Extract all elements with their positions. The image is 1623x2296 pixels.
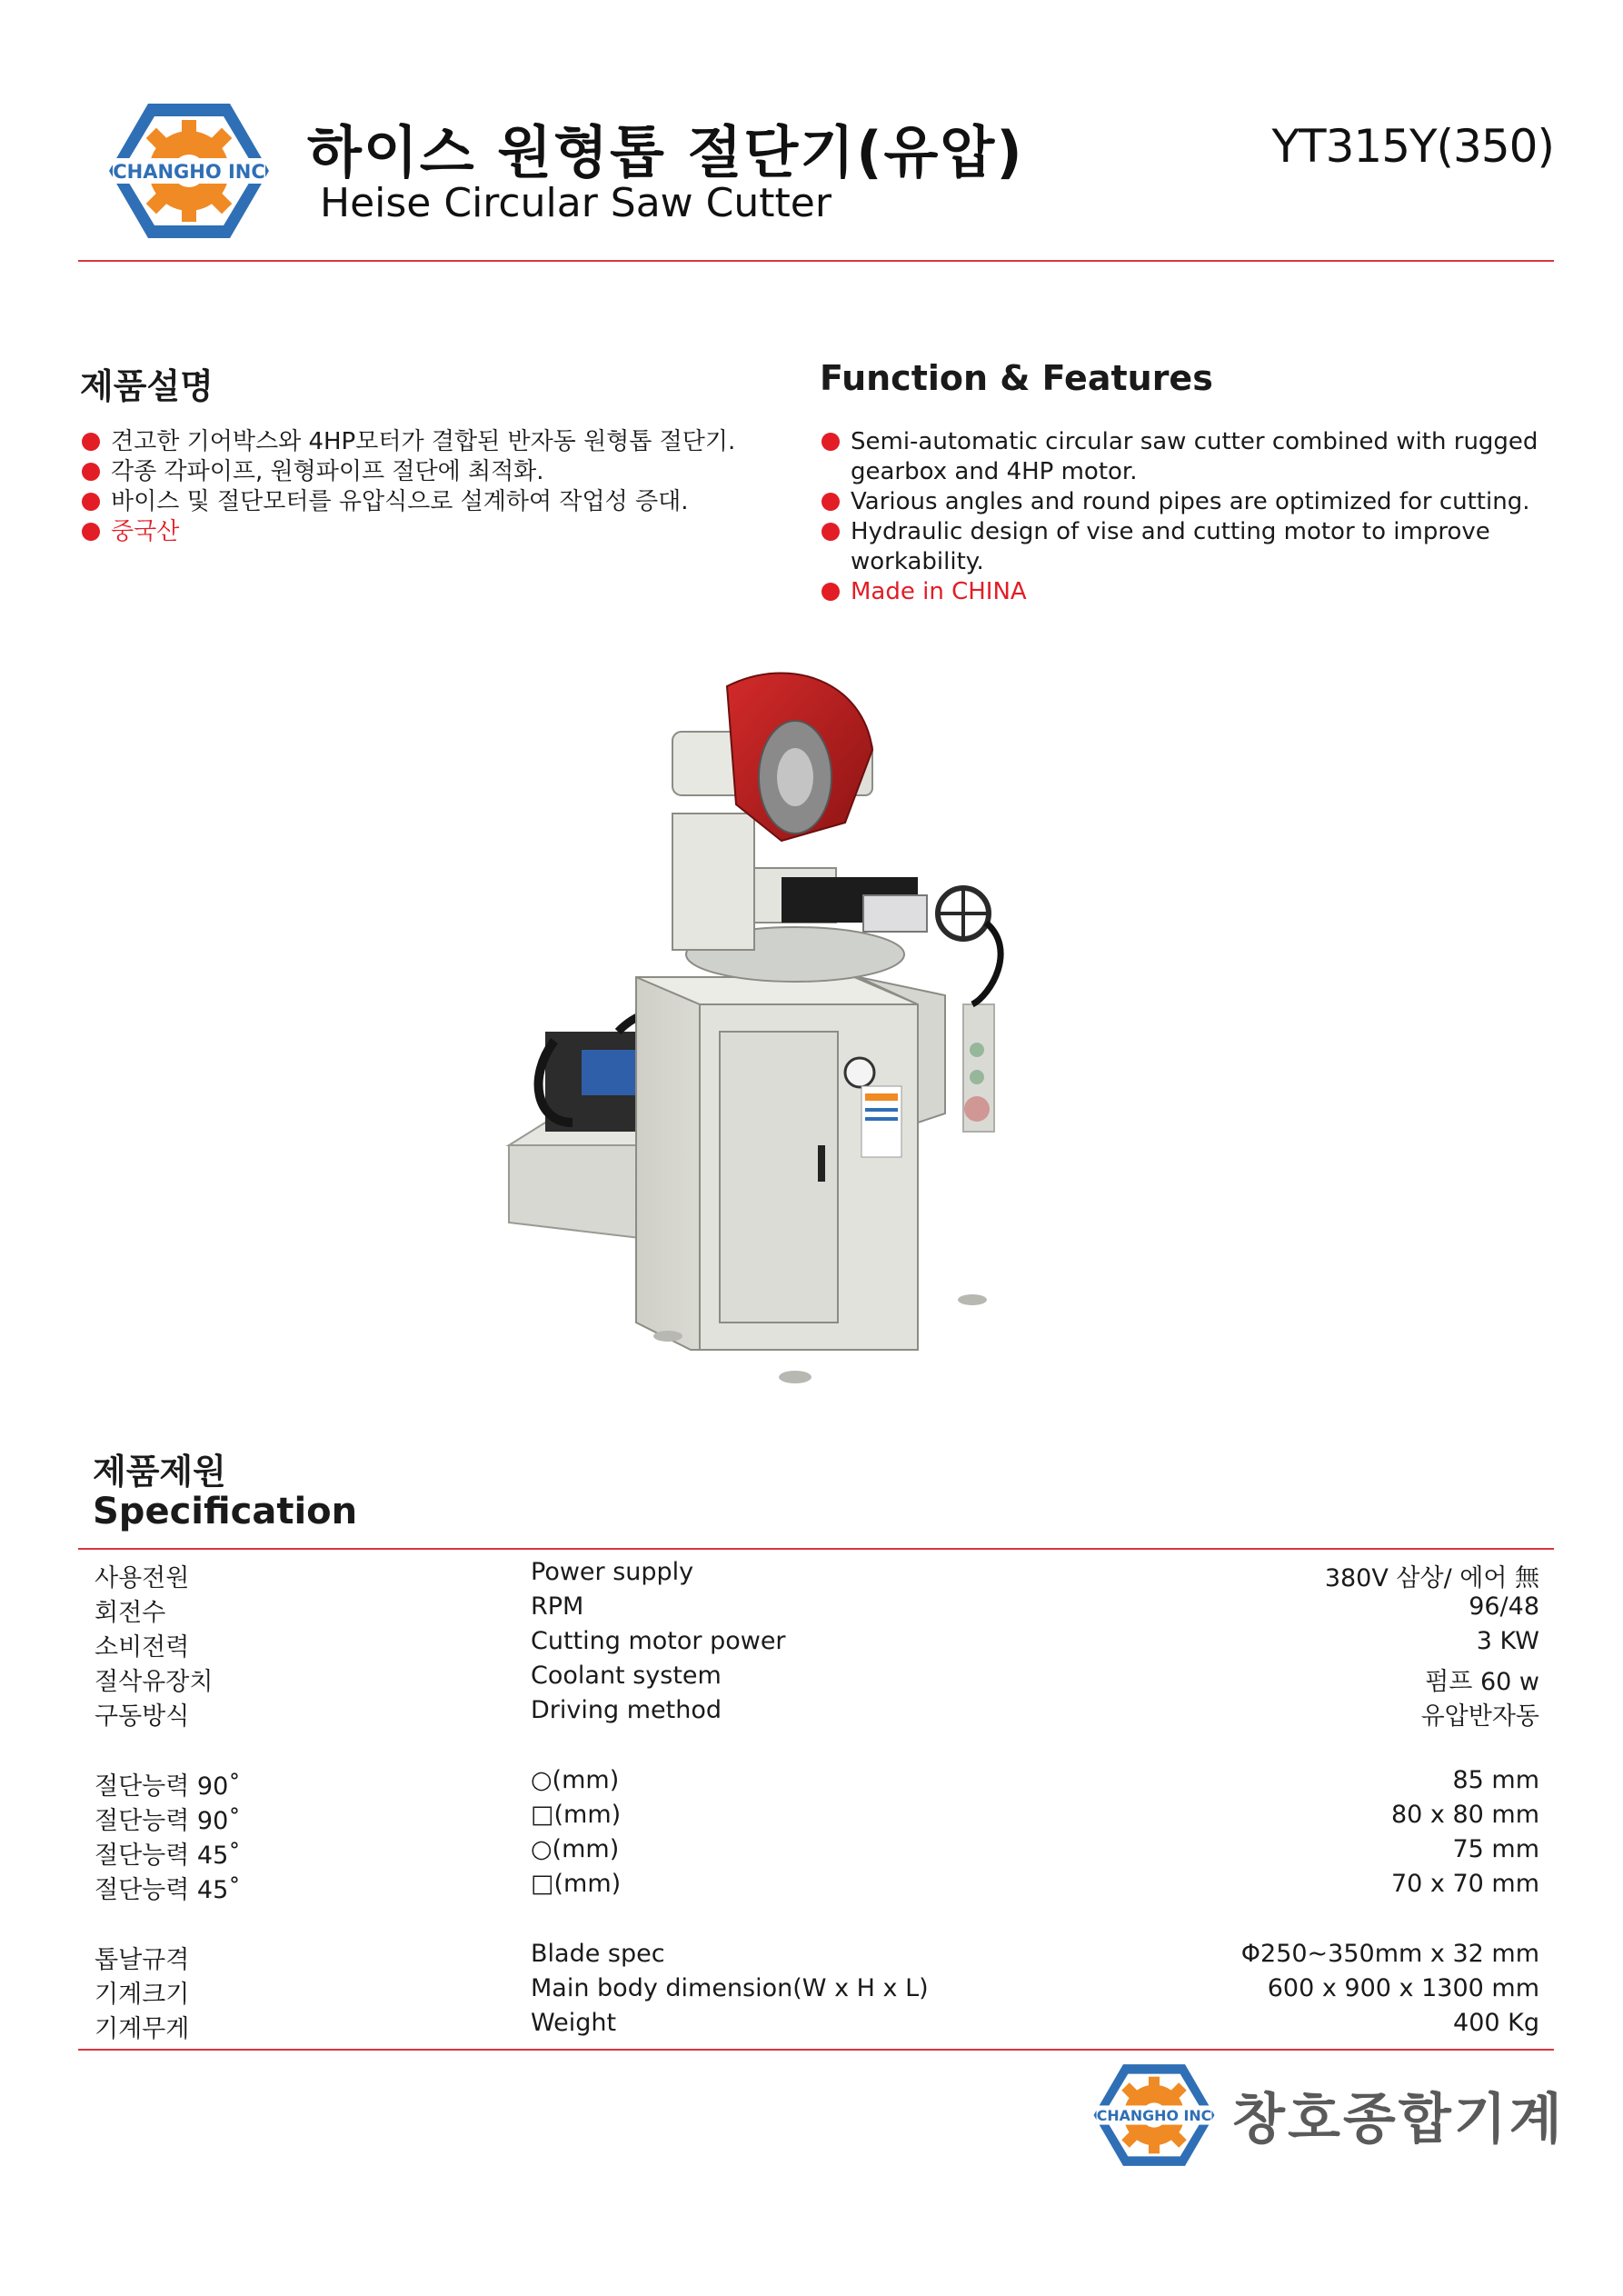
description-en-title: Function & Features bbox=[820, 358, 1213, 398]
spec-label-en: Main body dimension(W x H x L) bbox=[531, 1974, 929, 2002]
footer-logo-text: CHANGHO INC bbox=[1096, 2107, 1212, 2125]
bullet-icon bbox=[821, 493, 840, 511]
header-divider bbox=[78, 260, 1554, 262]
spec-top-divider bbox=[78, 1548, 1554, 1550]
spec-label-ko: 사용전원 bbox=[95, 1564, 190, 1592]
spec-value: 380V 삼상/ 에어 無 bbox=[1324, 1564, 1539, 1592]
spec-title-english: Specification bbox=[93, 1491, 358, 1532]
spec-value: 75 mm bbox=[1452, 1835, 1539, 1863]
spec-value: 3 KW bbox=[1476, 1627, 1539, 1655]
bullet-icon bbox=[82, 433, 100, 451]
spec-label-en: □(mm) bbox=[531, 1801, 622, 1829]
table-row bbox=[0, 1940, 1623, 1974]
list-item: Hydraulic design of vise and cutting motor to improve bbox=[820, 517, 1538, 547]
spec-label-ko: 절단능력 90˚ bbox=[95, 1772, 241, 1801]
table-row bbox=[0, 1835, 1623, 1870]
list-item-origin: Made in CHINA bbox=[820, 577, 1538, 607]
spec-label-en: RPM bbox=[531, 1592, 584, 1621]
spec-label-ko: 구동방식 bbox=[95, 1702, 190, 1731]
list-item: Semi-automatic circular saw cutter combined with rugged bbox=[820, 427, 1538, 457]
spec-value: 96/48 bbox=[1469, 1592, 1539, 1621]
table-row bbox=[0, 1801, 1623, 1835]
list-item-continued: gearbox and 4HP motor. bbox=[851, 458, 1138, 485]
spec-label-ko: 기계무게 bbox=[95, 2015, 190, 2043]
spec-value: Φ250~350mm x 32 mm bbox=[1240, 1940, 1539, 1968]
spec-label-ko: 절단능력 45˚ bbox=[95, 1842, 241, 1870]
spec-value: 400 Kg bbox=[1453, 2009, 1539, 2037]
table-row bbox=[0, 1870, 1623, 1904]
spec-value: 70 x 70 mm bbox=[1390, 1870, 1539, 1898]
spec-bottom-divider bbox=[78, 2049, 1554, 2051]
spec-label-en: □(mm) bbox=[531, 1870, 622, 1898]
spec-label-ko: 절단능력 45˚ bbox=[95, 1876, 241, 1904]
page-title-english: Heise Circular Saw Cutter bbox=[320, 180, 831, 226]
list-item: 바이스 및 절단모터를 유압식으로 설계하여 작업성 증대. bbox=[80, 487, 735, 517]
model-number: YT315Y(350) bbox=[1271, 120, 1554, 173]
spec-label-en: Cutting motor power bbox=[531, 1627, 786, 1655]
spec-value: 600 x 900 x 1300 mm bbox=[1267, 1974, 1539, 2002]
spec-label-en: Blade spec bbox=[531, 1940, 665, 1968]
logo-text: CHANGHO INC bbox=[113, 161, 265, 183]
table-row bbox=[0, 2009, 1623, 2043]
table-row bbox=[0, 1592, 1623, 1627]
table-row bbox=[0, 1558, 1623, 1592]
spec-label-en: Weight bbox=[531, 2009, 617, 2037]
spec-value: 80 x 80 mm bbox=[1390, 1801, 1539, 1829]
bullet-icon bbox=[821, 583, 840, 601]
description-ko-title: 제품설명 bbox=[80, 366, 214, 406]
bullet-icon bbox=[821, 433, 840, 451]
page-title-korean: 하이스 원형톱 절단기(유압) bbox=[307, 119, 1024, 185]
table-row bbox=[0, 1627, 1623, 1662]
spec-label-en: ○(mm) bbox=[531, 1766, 620, 1794]
company-name: 창호종합기계 bbox=[1232, 2088, 1565, 2151]
bullet-icon bbox=[82, 463, 100, 481]
spec-label-en: Coolant system bbox=[531, 1662, 722, 1690]
list-item-continued: workability. bbox=[851, 548, 984, 575]
list-item-origin: 중국산 bbox=[80, 517, 735, 547]
spec-label-ko: 소비전력 bbox=[95, 1633, 190, 1662]
description-ko-list bbox=[80, 427, 735, 547]
changho-logo bbox=[107, 100, 271, 242]
spec-title-korean: 제품제원 bbox=[93, 1452, 226, 1492]
changho-footer-logo bbox=[1092, 2061, 1216, 2169]
spec-label-ko: 기계크기 bbox=[95, 1981, 190, 2009]
list-item: 각종 각파이프, 원형파이프 절단에 최적화. bbox=[80, 457, 735, 487]
spec-value: 펌프 60 w bbox=[1425, 1668, 1539, 1696]
list-item: Various angles and round pipes are optimized for cutting. bbox=[820, 487, 1538, 517]
description-en-list bbox=[820, 427, 1538, 607]
table-row bbox=[0, 1766, 1623, 1801]
spec-value: 85 mm bbox=[1452, 1766, 1539, 1794]
spec-label-en: Driving method bbox=[531, 1696, 722, 1724]
table-row bbox=[0, 1974, 1623, 2009]
spec-label-ko: 절단능력 90˚ bbox=[95, 1807, 241, 1835]
table-row bbox=[0, 1662, 1623, 1696]
saw-cutter-machine-image bbox=[482, 650, 1063, 1395]
spec-label-ko: 톱날규격 bbox=[95, 1946, 190, 1974]
spec-label-en: ○(mm) bbox=[531, 1835, 620, 1863]
bullet-icon bbox=[82, 493, 100, 511]
spec-value: 유압반자동 bbox=[1420, 1702, 1539, 1731]
spec-label-ko: 회전수 bbox=[95, 1599, 166, 1627]
spec-label-en: Power supply bbox=[531, 1558, 694, 1586]
list-item: 견고한 기어박스와 4HP모터가 결합된 반자동 원형톱 절단기. bbox=[80, 427, 735, 457]
spec-label-ko: 절삭유장치 bbox=[95, 1668, 214, 1696]
bullet-icon bbox=[821, 523, 840, 541]
table-row bbox=[0, 1696, 1623, 1731]
bullet-icon bbox=[82, 523, 100, 541]
